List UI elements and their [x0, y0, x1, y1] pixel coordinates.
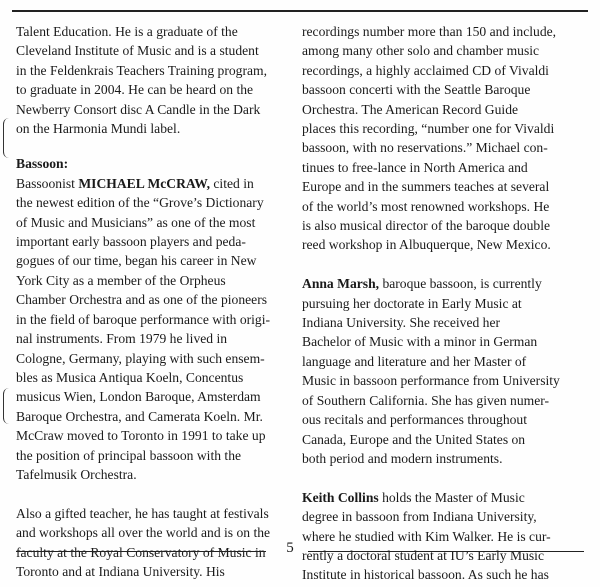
text-line: ous recitals and performances throughout	[302, 412, 527, 428]
text-line: among many other solo and chamber music	[302, 43, 540, 59]
text-line: of the world’s most renowned workshops. He	[302, 198, 550, 214]
text-line: in the Feldenkrais Teachers Training program,	[16, 62, 267, 78]
text-line: Toronto and at Indiana University. His	[16, 563, 225, 579]
text-fragment: baroque bassoon, is currently	[379, 276, 542, 292]
lead-text: Bassoonist	[16, 175, 79, 191]
mccraw-paragraph	[16, 174, 282, 485]
performer-name: Keith Collins	[302, 489, 379, 505]
text-line: bassoon concerti with the Seattle Baroque	[302, 82, 531, 98]
text-line: Bachelor of Music with a minor in German	[302, 334, 538, 350]
text-line: faculty at the Royal Conservatory of Music in	[16, 544, 266, 560]
text-line: bassoon, with no reservations.” Michael con-	[302, 140, 548, 156]
marsh-paragraph	[302, 274, 582, 468]
text-line: the newest edition of the “Grove’s Dictionary	[16, 195, 264, 211]
text-line: tinues to free-lance in North America and	[302, 159, 528, 175]
text-line: Music in bassoon performance from University	[302, 373, 560, 389]
section-heading: Bassoon:	[16, 156, 69, 172]
text-line: and workshops all over the world and is on the	[16, 525, 271, 541]
text-line: language and literature and her Master of	[302, 353, 527, 369]
text-line: reed workshop in Albuquerque, New Mexico.	[302, 237, 551, 253]
text-line: is also musical director of the baroque double	[302, 218, 551, 234]
text-line: Chamber Orchestra and as one of the pioneers	[16, 292, 268, 308]
left-column	[16, 22, 282, 581]
text-line: bles as Musica Antiqua Koeln, Concentus	[16, 369, 244, 385]
text-line: Newberry Consort disc A Candle in the Dark	[16, 101, 261, 117]
margin-bracket	[3, 388, 12, 424]
text-line: York City as a member of the Orpheus	[16, 272, 226, 288]
text-line: in the field of baroque performance with origi-	[16, 311, 271, 327]
right-column	[302, 22, 582, 585]
text-line: Tafelmusik Orchestra.	[16, 466, 137, 482]
text-line: McCraw moved to Toronto in 1991 to take up	[16, 428, 266, 444]
text-line: Baroque Orchestra, and Camerata Koeln. Mr.	[16, 408, 263, 424]
text-line: recordings, a highly acclaimed CD of Vivaldi	[302, 62, 549, 78]
text-line: Cleveland Institute of Music and is a student	[16, 43, 259, 59]
text-line	[16, 174, 282, 193]
text-fragment: holds the Master of Music	[378, 489, 525, 505]
text-line	[302, 274, 582, 293]
text-line: Cologne, Germany, playing with such ensem-	[16, 350, 265, 366]
intro-paragraph	[16, 22, 282, 138]
text-line: on the Harmonia Mundi label.	[16, 121, 181, 137]
text-line: important early bassoon players and peda-	[16, 234, 246, 250]
text-line: musicus Wien, London Baroque, Amsterdam	[16, 389, 261, 405]
text-line: rently a doctoral student at IU’s Early Music	[302, 547, 544, 563]
text-line: Orchestra. The American Record Guide	[302, 101, 519, 117]
page-number: 5	[286, 540, 294, 556]
text-line	[302, 488, 582, 507]
text-line: gogues of our time, began his career in New	[16, 253, 257, 269]
margin-bracket	[3, 118, 12, 158]
text-line: Canada, Europe and the United States on	[302, 431, 526, 447]
text-line: Also a gifted teacher, he has taught at festivals	[16, 505, 269, 521]
text-line: Indiana University. She received her	[302, 315, 501, 331]
top-rule	[12, 10, 588, 12]
text-line: pursuing her doctorate in Early Music at	[302, 295, 522, 311]
teaching-paragraph	[16, 504, 282, 582]
mccraw-continued-paragraph	[302, 22, 582, 255]
text-line: of Music and Musicians” as one of the most	[16, 214, 256, 230]
footer-rule	[16, 551, 266, 552]
text-line: degree in bassoon from Indiana University,	[302, 509, 537, 525]
footer-rule	[308, 551, 584, 552]
text-line: to graduate in 2004. He can be heard on the	[16, 82, 254, 98]
text-line: of Southern California. She has given numer-	[302, 392, 550, 408]
collins-paragraph	[302, 488, 582, 585]
text-line: Institute in historical bassoon. As such he has	[302, 567, 549, 583]
text-line: where he studied with Kim Walker. He is cur-	[302, 528, 551, 544]
text-line: the position of principal bassoon with the	[16, 447, 242, 463]
text-line: Talent Education. He is a graduate of the	[16, 24, 238, 39]
text-line: recordings number more than 150 and include,	[302, 24, 557, 39]
text-fragment: cited in	[210, 175, 254, 191]
performer-name: Anna Marsh,	[302, 276, 380, 292]
text-line: places this recording, “number one for Vivaldi	[302, 121, 555, 137]
text-line: both period and modern instruments.	[302, 450, 503, 466]
text-line: Europe and in the summers teaches at several	[302, 179, 550, 195]
text-line: nal instruments. From 1979 he lived in	[16, 331, 228, 347]
performer-name: MICHAEL McCRAW,	[78, 175, 210, 191]
